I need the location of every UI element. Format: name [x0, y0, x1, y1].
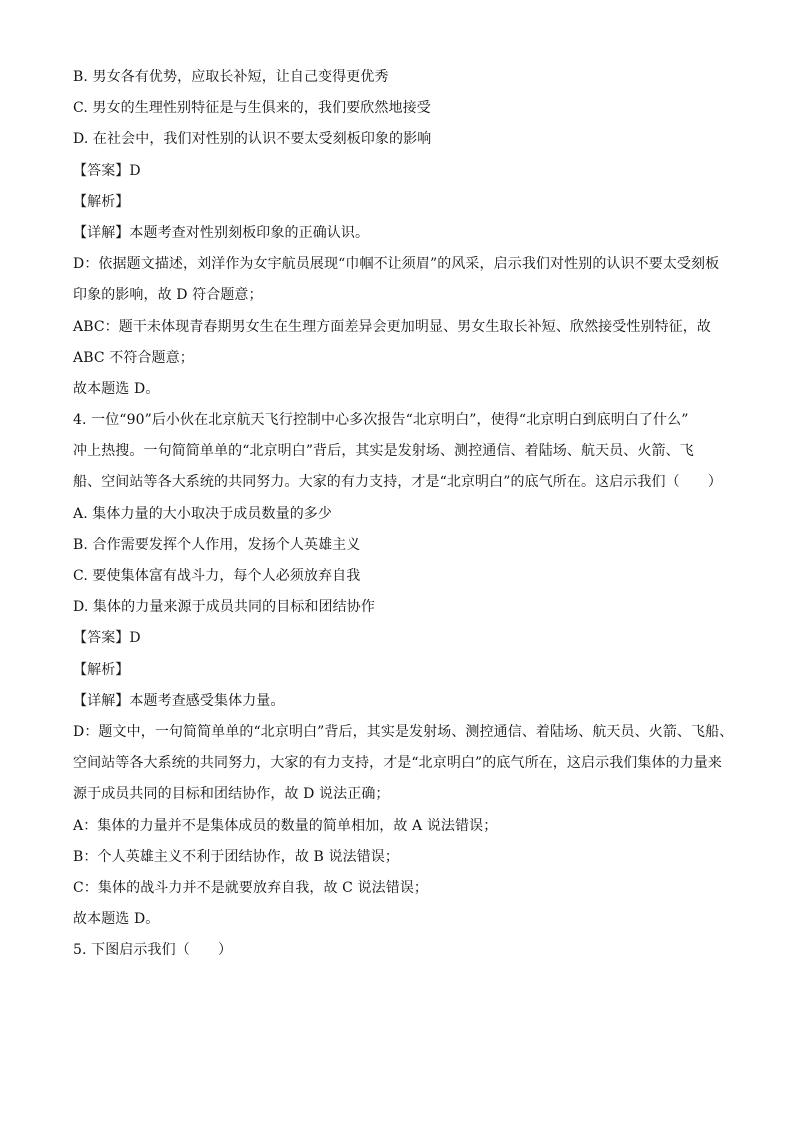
question-4-line-3: 船、空间站等各大系统的共同努力。大家的有力支持，才是“北京明白”的底气所在。这启示我们（ ） [73, 474, 723, 491]
document-body [73, 62, 734, 966]
question-4-option-a: A. 集体力量的大小取决于成员数量的多少 [73, 505, 333, 522]
explanation-abc-line-2: ABC 不符合题意； [73, 349, 194, 366]
option-c-text: C. 男女的生理性别特征是与生俱来的，我们要欣然地接受 [73, 100, 431, 117]
explanation-d-line-1: D：题文中，一句简简单单的“北京明白”背后，其实是发射场、测控通信、着陆场、航天员、火箭、飞船、 [73, 723, 734, 740]
explanation-d-line-1: D：依据题文描述，刘洋作为女宇航员展现“巾帼不让须眉”的风采，启示我们对性别的认识不要太受刻板 [73, 256, 720, 273]
analysis-label: 【解析】 [73, 193, 130, 210]
explanation-c: C：集体的战斗力并不是就要放弃自我，故 C 说法错误； [73, 879, 429, 896]
explanation-d-line-2: 空间站等各大系统的共同努力，大家的有力支持，才是“北京明白”的底气所在，这启示我们集体的力量来 [73, 755, 723, 772]
explanation-b: B：个人英雄主义不利于团结协作，故 B 说法错误； [73, 848, 399, 865]
answer-label: 【答案】D [73, 162, 141, 179]
analysis-label: 【解析】 [73, 661, 130, 678]
question-4-option-b: B. 合作需要发挥个人作用，发扬个人英雄主义 [73, 536, 361, 553]
detail-explanation: 【详解】本题考查对性别刻板印象的正确认识。 [73, 224, 370, 241]
explanation-a: A：集体的力量并不是集体成员的数量的简单相加，故 A 说法错误； [73, 817, 498, 834]
question-4-option-c: C. 要使集体富有战斗力，每个人必须放弃自我 [73, 568, 361, 584]
option-d-text: D. 在社会中，我们对性别的认识不要太受刻板印象的影响 [73, 131, 432, 148]
question-4-option-d: D. 集体的力量来源于成员共同的目标和团结协作 [73, 599, 375, 616]
question-4-line-1: 4. 一位“90”后小伙在北京航天飞行控制中心多次报告“北京明白”，使得“北京明白到底明白了什么” [73, 412, 689, 429]
detail-explanation: 【详解】本题考查感受集体力量。 [73, 692, 285, 709]
conclusion-text: 故本题选 D。 [73, 911, 160, 928]
answer-label: 【答案】D [73, 630, 141, 647]
option-b-text: B. 男女各有优势，应取长补短，让自己变得更优秀 [73, 69, 389, 85]
explanation-d-line-2: 印象的影响，故 D 符合题意； [73, 287, 263, 304]
question-5-stem: 5. 下图启示我们（ ） [73, 942, 233, 959]
question-4-line-2: 冲上热搜。一句简简单单的“北京明白”背后，其实是发射场、测控通信、着陆场、航天员、火箭、飞 [73, 443, 694, 460]
conclusion-text: 故本题选 D。 [73, 380, 160, 397]
explanation-d-line-3: 源于成员共同的目标和团结协作，故 D 说法正确； [73, 786, 390, 803]
explanation-abc-line-1: ABC：题干未体现青春期男女生在生理方面差异会更加明显、男女生取长补短、欣然接受性别特征，故 [73, 318, 711, 335]
